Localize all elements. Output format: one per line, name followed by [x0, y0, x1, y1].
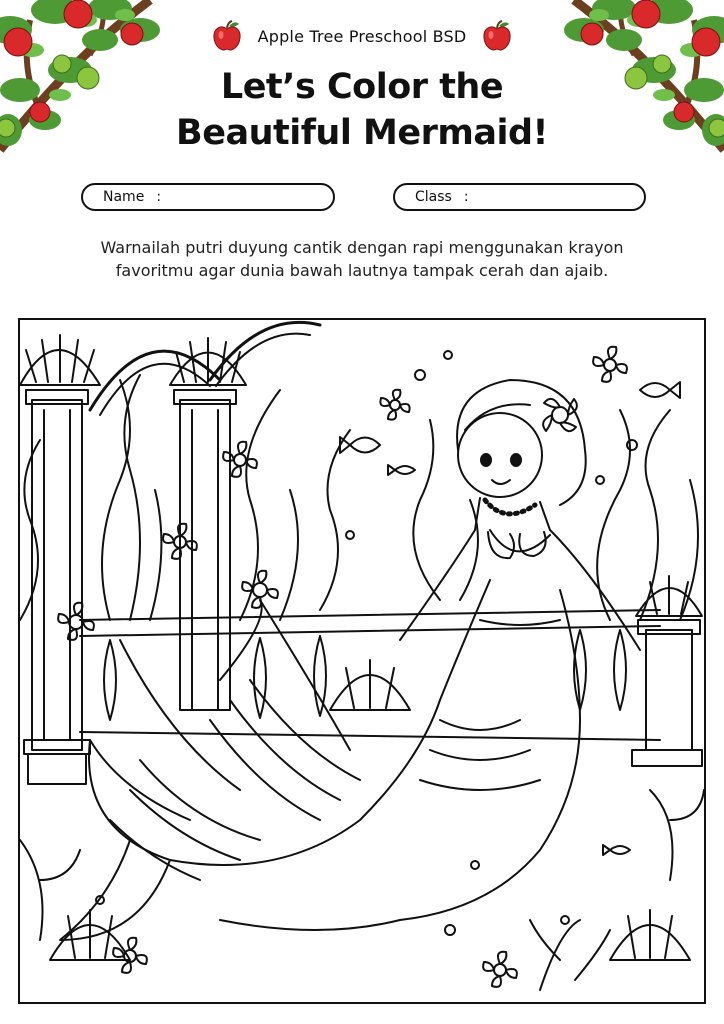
title-line-2: Beautiful Mermaid! [176, 113, 548, 153]
school-name: Apple Tree Preschool BSD [257, 26, 467, 46]
school-header [0, 20, 724, 52]
class-colon: : [463, 189, 469, 205]
apple-icon [482, 20, 512, 52]
name-label: Name [103, 189, 145, 205]
class-field[interactable] [393, 183, 646, 211]
instruction-line-1: Warnailah putri duyung cantik dengan rapi menggunakan krayon [100, 238, 624, 257]
name-colon: : [156, 189, 162, 205]
instruction-text [60, 236, 664, 282]
coloring-frame [18, 318, 706, 1004]
class-label: Class [415, 189, 452, 205]
name-field[interactable] [81, 183, 335, 211]
apple-icon [212, 20, 242, 52]
instruction-line-2: favoritmu agar dunia bawah lautnya tampak cerah dan ajaib. [115, 261, 609, 280]
title-line-1: Let’s Color the [220, 67, 504, 107]
page-title [0, 64, 724, 156]
mermaid-coloring-illustration [20, 320, 704, 1002]
